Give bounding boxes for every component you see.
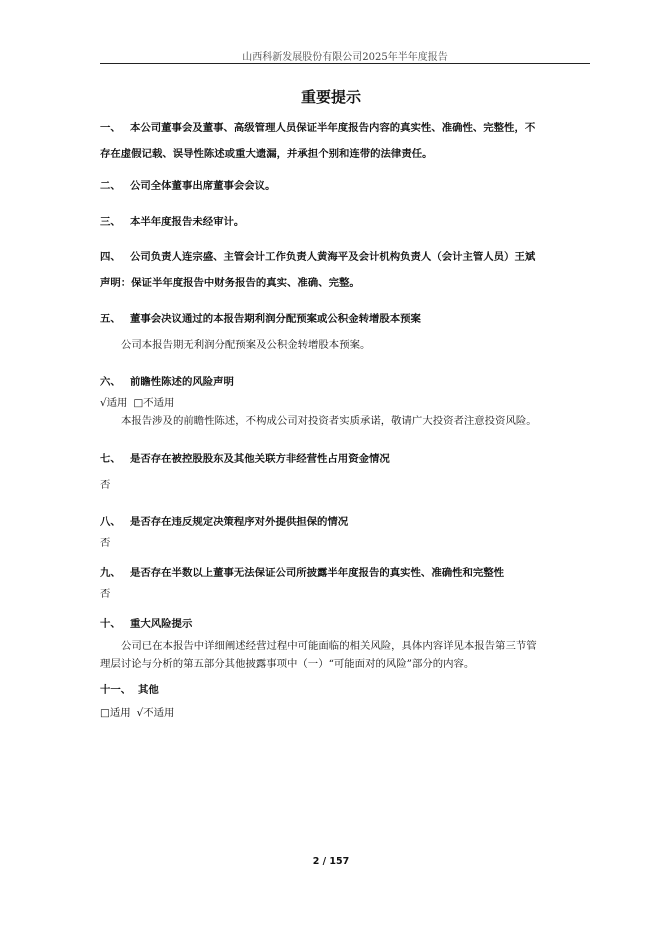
item-number: 四、 (100, 251, 121, 263)
item-6-options (100, 394, 592, 412)
item-11 (100, 677, 592, 703)
option-not-applicable[interactable]: □不适用 (133, 397, 175, 409)
page-number: 2 / 157 (312, 856, 350, 867)
item-10 (100, 611, 592, 637)
item-text: 是否存在违反规定决策程序对外提供担保的情况 (130, 516, 349, 528)
option-not-applicable-checked[interactable]: √不适用 (136, 707, 175, 719)
item-text: 本公司董事会及董事、高级管理人员保证半年度报告内容的真实性、准确性、完整性，不 (130, 122, 536, 134)
item-number: 七、 (100, 453, 121, 465)
item-10-body-line: 理层讨论与分析的第五部分其他披露事项中（一）“可能面对的风险”部分的内容。 (100, 658, 475, 670)
item-8-answer: 否 (100, 537, 111, 549)
item-11-options (100, 704, 592, 722)
item-2 (100, 173, 592, 199)
item-text: 董事会决议通过的本报告期利润分配预案或公积金转增股本预案 (130, 313, 421, 325)
item-number: 五、 (100, 313, 121, 325)
item-text-continued: 声明：保证半年度报告中财务报告的真实、准确、完整。 (100, 277, 360, 289)
page-header: 山西科新发展股份有限公司2025年半年度报告 (242, 52, 448, 63)
item-text-continued: 存在虚假记载、误导性陈述或重大遗漏，并承担个别和连带的法律责任。 (100, 148, 433, 160)
header-rule (100, 63, 590, 64)
item-number: 八、 (100, 516, 121, 528)
item-text: 其他 (138, 684, 159, 696)
item-5 (100, 306, 592, 332)
item-1 (100, 115, 592, 167)
item-3 (100, 209, 592, 235)
item-4 (100, 244, 592, 296)
option-applicable-checked[interactable]: √适用 (100, 397, 128, 409)
item-number: 二、 (100, 180, 121, 192)
item-7-answer: 否 (100, 479, 111, 491)
item-text: 重大风险提示 (130, 618, 193, 630)
item-8 (100, 509, 592, 535)
item-10-body-line: 公司已在本报告中详细阐述经营过程中可能面临的相关风险，具体内容详见本报告第三节管 (121, 640, 537, 652)
item-number: 六、 (100, 376, 121, 388)
item-6 (100, 369, 592, 395)
item-9-answer: 否 (100, 588, 111, 600)
item-number: 一、 (100, 122, 121, 134)
item-9 (100, 560, 592, 586)
page-title: 重要提示 (300, 88, 361, 106)
item-6-body: 本报告涉及的前瞻性陈述，不构成公司对投资者实质承诺，敬请广大投资者注意投资风险。 (121, 415, 537, 427)
item-text: 本半年度报告未经审计。 (130, 216, 245, 228)
item-number: 十、 (100, 618, 121, 630)
item-text: 是否存在半数以上董事无法保证公司所披露半年度报告的真实性、准确性和完整性 (130, 567, 505, 579)
item-number: 九、 (100, 567, 121, 579)
item-5-body: 公司本报告期无利润分配预案及公积金转增股本预案。 (121, 339, 371, 351)
item-number: 十一、 (100, 684, 132, 696)
item-text: 前瞻性陈述的风险声明 (130, 376, 234, 388)
item-text: 公司负责人连宗盛、主管会计工作负责人黄海平及会计机构负责人（会计主管人员）王斌 (130, 251, 536, 263)
item-text: 公司全体董事出席董事会会议。 (130, 180, 276, 192)
option-applicable[interactable]: □适用 (100, 707, 131, 719)
item-10-body (100, 637, 592, 673)
item-number: 三、 (100, 216, 121, 228)
item-7 (100, 446, 592, 472)
item-text: 是否存在被控股股东及其他关联方非经营性占用资金情况 (130, 453, 390, 465)
